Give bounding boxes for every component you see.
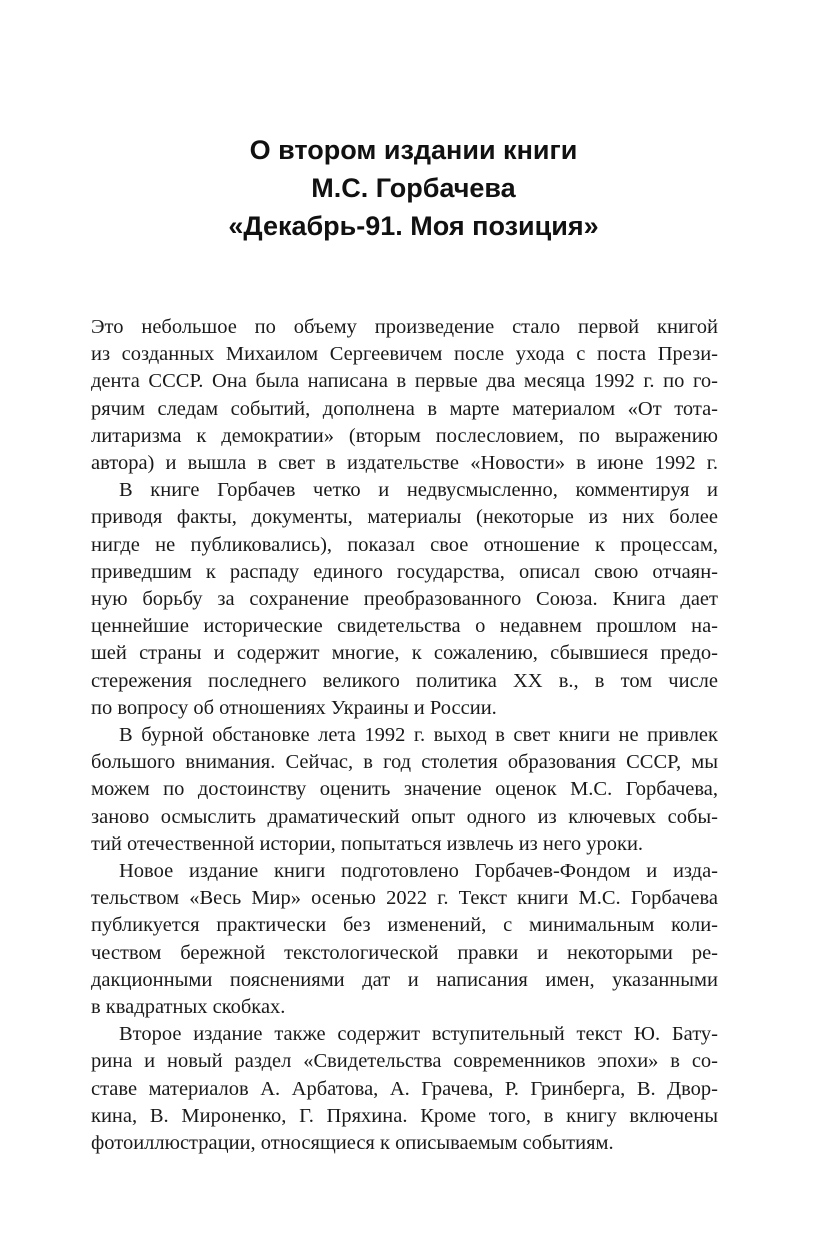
text-line: В бурной обстановке лета 1992 г. выход в свет книги не привлек <box>119 724 718 747</box>
text-line: заново осмыслить драматический опыт одного из ключевых собы- <box>91 805 718 828</box>
text-line: большого внимания. Сейчас, в год столетия образования СССР, мы <box>91 751 718 774</box>
text-line: по вопросу об отношениях Украины и России. <box>91 696 497 719</box>
text-line: литаризма к демократии» (вторым послесловием, по выражению <box>91 424 718 447</box>
title-line: О втором издании книги <box>249 135 578 165</box>
text-line: ставе материалов А. Арбатова, А. Грачева, Р. Гринберга, В. Двор- <box>91 1077 718 1100</box>
text-line: нигде не публиковались), показал свое отношение к процессам, <box>91 533 718 556</box>
text-line: Это небольшое по объему произведение стало первой книгой <box>91 316 718 338</box>
text-line: ную борьбу за сохранение преобразованного Союза. Книга дает <box>91 588 718 611</box>
text-line: из созданных Михаилом Сергеевичем после ухода с поста Прези- <box>91 343 718 366</box>
text-line: приведшим к распаду единого государства, описал свою отчаян- <box>91 560 718 583</box>
title-line: «Декабрь-91. Моя позиция» <box>228 211 599 241</box>
text-line: чеством бережной текстологической правки и некоторыми ре- <box>91 941 718 964</box>
paragraph-5 <box>91 1021 718 1157</box>
text-line: приводя факты, документы, материалы (некоторые из них более <box>91 506 718 529</box>
text-line: дакционными пояснениями дат и написания имен, указанными <box>91 968 718 991</box>
text-line: фотоиллюстрации, относящиеся к описываемым событиям. <box>91 1132 614 1155</box>
text-line: публикуется практически без изменений, с минимальным коли- <box>91 914 718 937</box>
text-line: ценнейшие исторические свидетельства о недавнем прошлом на- <box>91 615 718 638</box>
text-line: Новое издание книги подготовлено Горбачев-Фондом и изда- <box>119 860 718 883</box>
text-line: рина и новый раздел «Свидетельства современников эпохи» в со- <box>91 1050 718 1073</box>
text-line: в квадратных скобках. <box>91 996 286 1019</box>
text-line: В книге Горбачев четко и недвусмысленно, комментируя и <box>119 479 718 502</box>
text-line: стережения последнего великого политика XX в., в том числе <box>91 669 718 692</box>
text-line: тельством «Весь Мир» осенью 2022 г. Текст книги М.С. Горбачева <box>91 887 718 910</box>
text-line: тий отечественной истории, попытаться извлечь из него уроки. <box>91 832 644 855</box>
paragraph-4 <box>91 858 718 1021</box>
paragraph-1 <box>91 314 718 477</box>
text-line: кина, В. Мироненко, Г. Пряхина. Кроме того, в книгу включены <box>91 1104 718 1127</box>
title-line: М.С. Горбачева <box>311 173 516 203</box>
page-title <box>90 131 737 245</box>
text-line: дента СССР. Она была написана в первые два месяца 1992 г. по го- <box>91 370 718 393</box>
text-line: Второе издание также содержит вступительный текст Ю. Бату- <box>119 1023 718 1046</box>
text-line: шей страны и содержит многие, к сожалению, сбывшиеся предо- <box>91 642 718 665</box>
paragraph-3 <box>91 722 718 858</box>
paragraph-2 <box>91 477 718 722</box>
text-line: автора) и вышла в свет в издательстве «Новости» в июне 1992 г. <box>91 452 718 475</box>
body-text <box>91 314 718 1157</box>
text-line: рячим следам событий, дополнена в марте материалом «От тота- <box>91 397 718 420</box>
text-line: можем по достоинству оценить значение оценок М.С. Горбачева, <box>91 778 718 801</box>
